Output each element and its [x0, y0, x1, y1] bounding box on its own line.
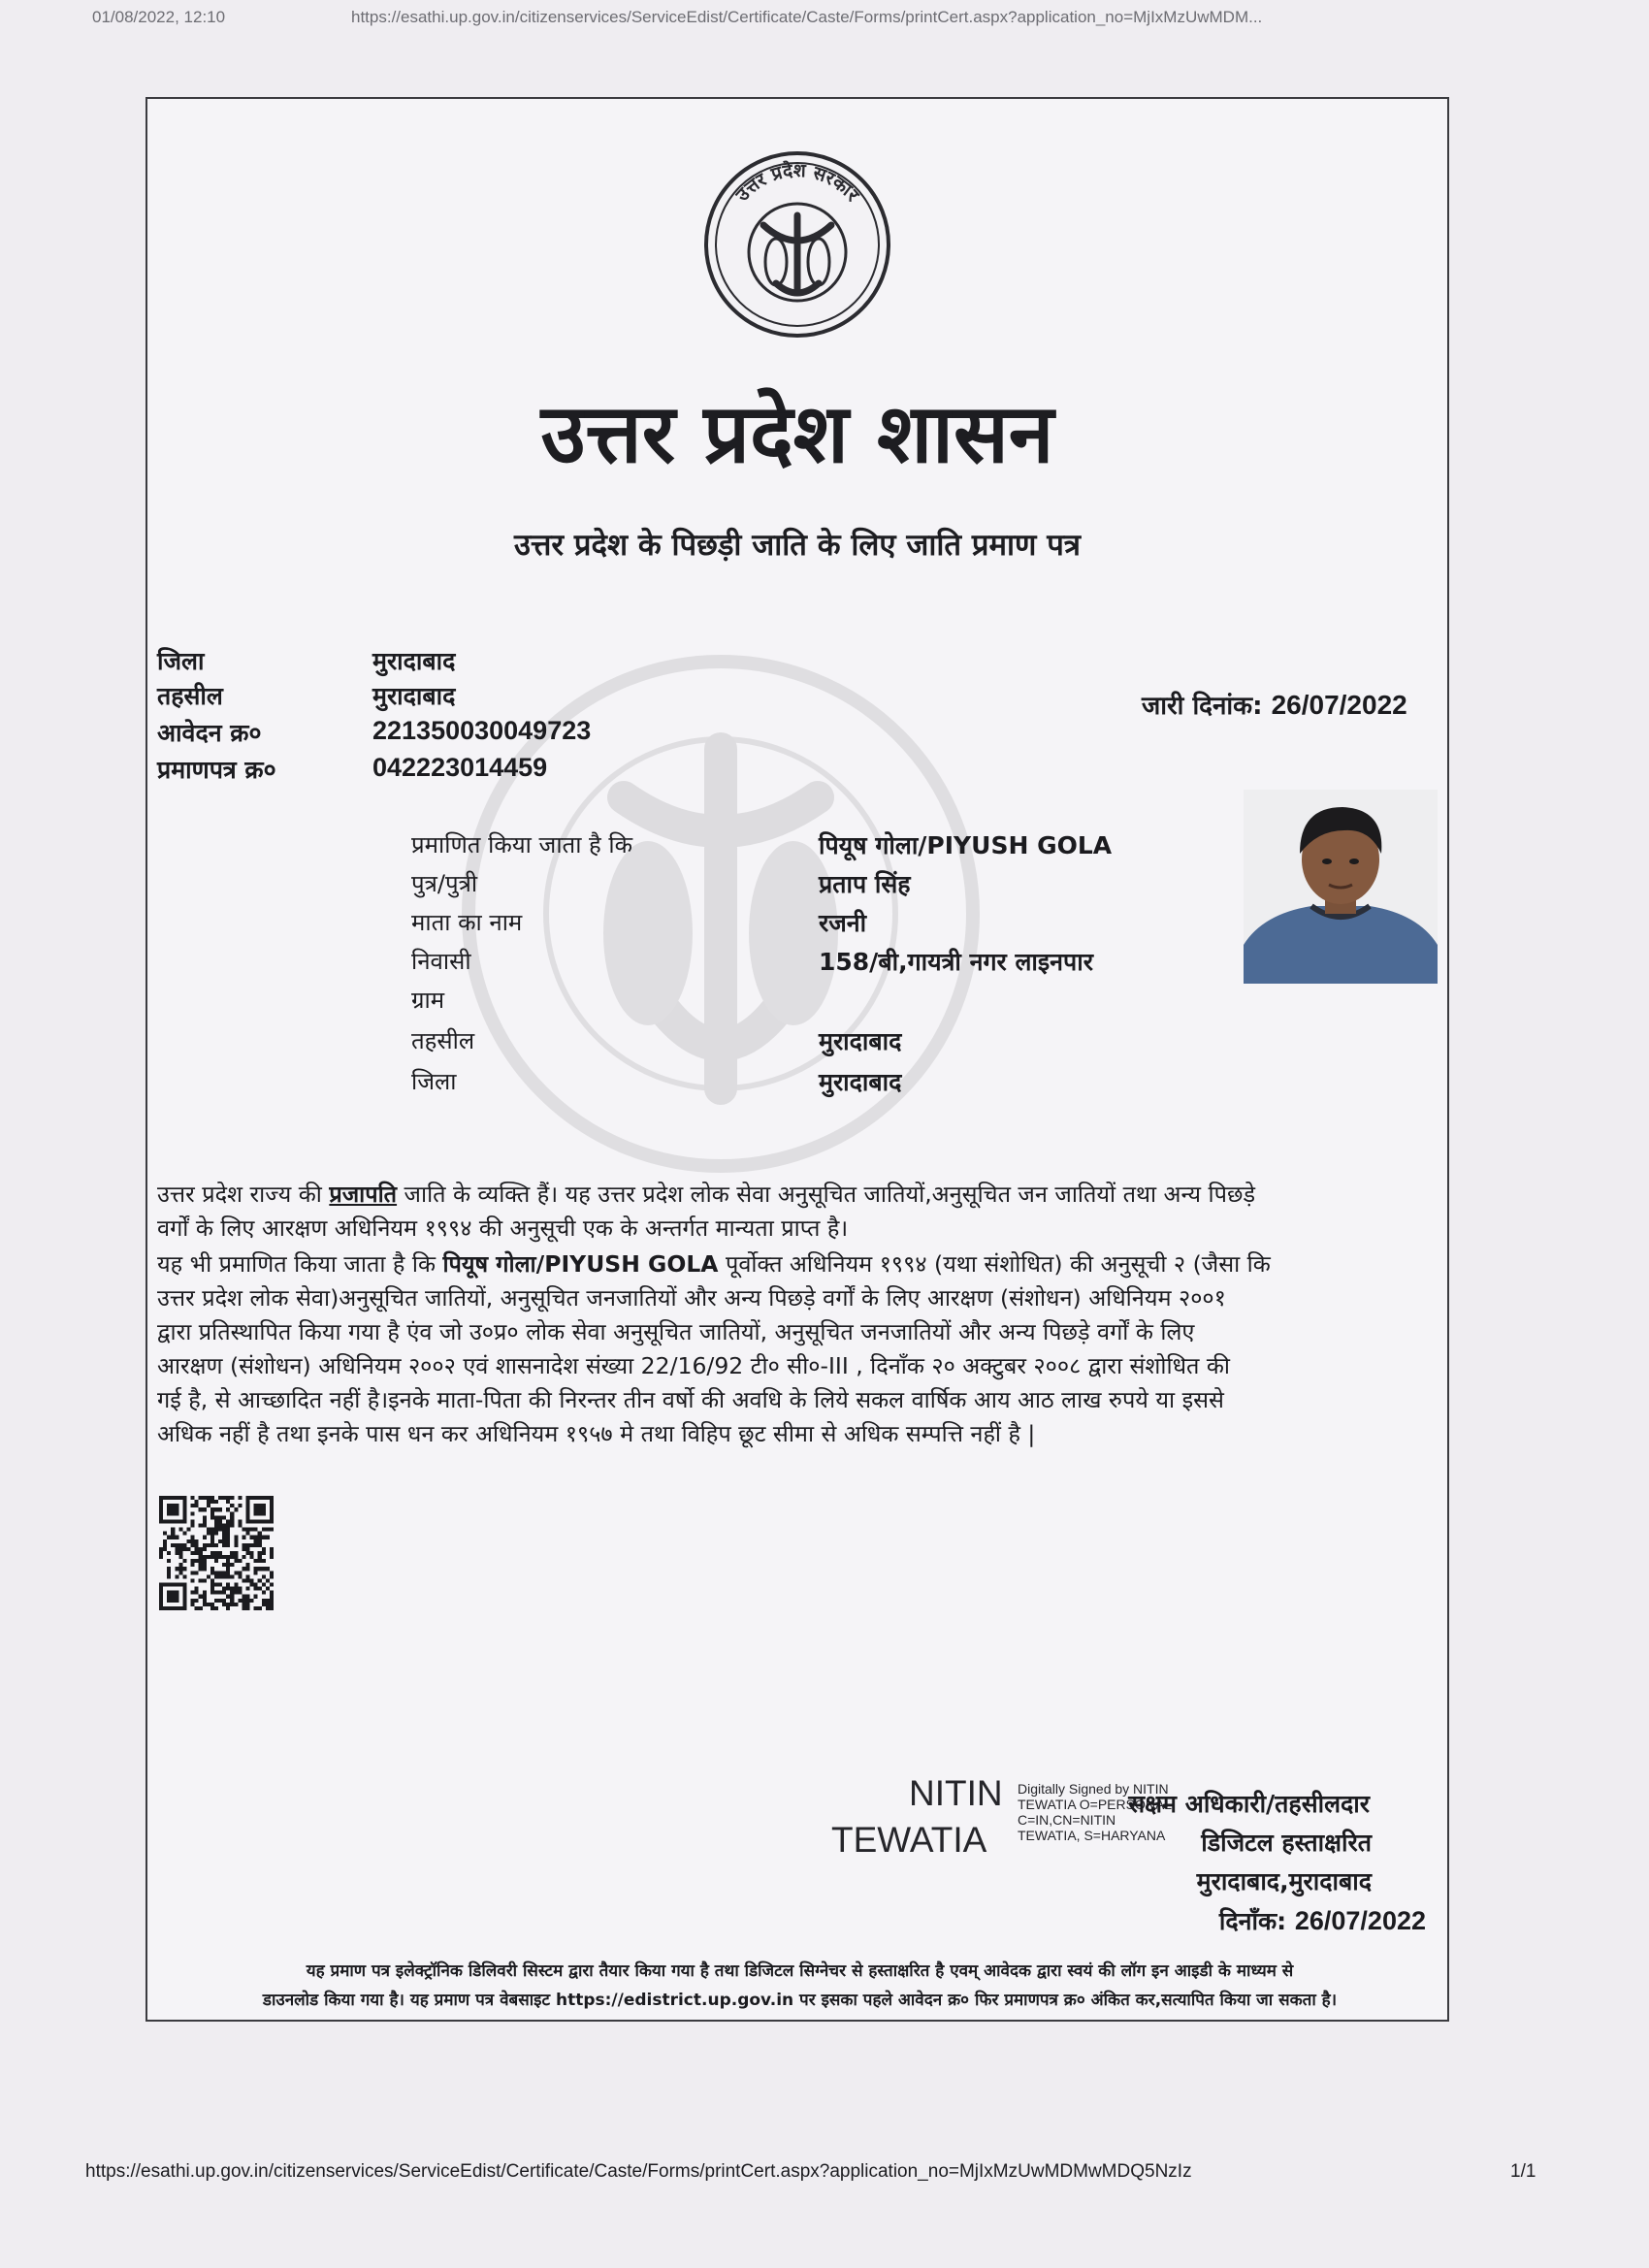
signature-line: TEWATIA, S=HARYANA: [1018, 1828, 1166, 1843]
print-footer: [0, 2161, 1649, 2190]
authority-date: [1077, 1901, 1426, 1941]
issue-date: [1142, 687, 1407, 722]
authority-location: मुरादाबाद,मुरादाबाद: [1196, 1867, 1372, 1895]
paragraph-line: वर्गों के लिए आरक्षण अधिनियम १९९४ की अनुसूची एक के अन्तर्गत मान्यता प्राप्त है।: [157, 1215, 849, 1242]
print-timestamp: 01/08/2022, 12:10: [92, 8, 226, 26]
paragraph-line: द्वारा प्रतिस्थापित किया गया है एंव जो उ०प्र० लोक सेवा अनुसूचित जातियों, अनुसूचित जनजातियों और अन्य पिछड़े वर्गों के लिए: [157, 1318, 1195, 1345]
paragraph-line: गई है, से आच्छादित नहीं है।इनके माता-पिता की निरन्तर तीन वर्षो की अवधि के लिये सकल वार्षिक आय आठ लाख रुपये या इससे: [157, 1386, 1224, 1413]
print-url-bottom[interactable]: https://esathi.up.gov.in/citizenservices/ServiceEdist/Certificate/Caste/Forms/printCert.aspx?application_no=MjIxMzUwMDMwMDQ5NzIz: [85, 2161, 1192, 2182]
issue-date-label: जारी दिनांक:: [1142, 692, 1263, 721]
detail-value: 158/बी,गायत्री नगर लाइनपार: [819, 948, 1093, 976]
meta-label: प्रमाणपत्र क्र०: [157, 756, 276, 784]
detail-value: मुरादाबाद: [819, 1068, 902, 1096]
detail-value: प्रताप सिंह: [819, 870, 911, 898]
signer-first-name: NITIN: [909, 1773, 1003, 1813]
authority-designation: सक्षम अधिकारी/तहसीलदार: [1128, 1790, 1370, 1818]
signature-line: Digitally Signed by NITIN: [1018, 1781, 1169, 1797]
qr-code: [159, 1496, 274, 1610]
meta-value: 042223014459: [372, 753, 548, 782]
meta-value: 221350030049723: [372, 716, 592, 745]
detail-value: मुरादाबाद: [819, 1027, 902, 1055]
detail-value: पियूष गोला/PIYUSH GOLA: [819, 831, 1113, 859]
paragraph-line: आरक्षण (संशोधन) अधिनियम २००२ एवं शासनादेश संख्या 22/16/92 टी० सी०-III , दिनाँक २० अक्टुबर २००८ द्वारा संशोधित की: [157, 1352, 1231, 1379]
text-run: जाति के व्यक्ति हैं। यह उत्तर प्रदेश लोक सेवा अनुसूचित जातियों,अनुसूचित जन जातियों तथा अन्य पिछड़े: [397, 1181, 1256, 1208]
issue-date-value: 26/07/2022: [1271, 690, 1407, 720]
creamy-layer-paragraph: [157, 1247, 1439, 1451]
note-line: यह प्रमाण पत्र इलेक्ट्रॉनिक डिलिवरी सिस्टम द्वारा तैयार किया गया है तथा डिजिटल सिग्नेचर से हस्ताक्षरित है एवम् आवेदक द्वारा स्वयं की लॉग इन आइडी के माध्यम से: [306, 1961, 1294, 1981]
text-run: यह भी प्रमाणित किया जाता है कि: [157, 1250, 443, 1278]
caste-name: प्रजापति: [329, 1181, 398, 1208]
signature-line: C=IN,CN=NITIN: [1018, 1812, 1116, 1828]
applicant-photo: [1244, 790, 1438, 984]
meta-value: मुरादाबाद: [372, 682, 456, 710]
paragraph-line: अधिक नहीं है तथा इनके पास धन कर अधिनियम १९५७ मे तथा विहिप छूट सीमा से अधिक सम्पत्ति नहीं है |: [157, 1420, 1036, 1447]
text-run: पूर्वोक्त अधिनियम १९९४ (यथा संशोधित) की अनुसूची २ (जैसा कि: [718, 1250, 1271, 1278]
up-government-emblem-icon: [700, 147, 894, 341]
certificate-subtitle: उत्तर प्रदेश के पिछड़ी जाति के लिए जाति प्रमाण पत्र: [514, 528, 1081, 563]
meta-label: तहसील: [157, 682, 223, 710]
verification-note: [167, 1957, 1433, 2015]
text-run: उत्तर प्रदेश राज्य की: [157, 1181, 330, 1208]
issuing-authority: [1077, 1785, 1426, 1941]
detail-value: रजनी: [819, 909, 867, 937]
detail-label: माता का नाम: [411, 909, 523, 936]
page-title: उत्तर प्रदेश शासन: [540, 385, 1054, 481]
authority-date-label: दिनाँक:: [1218, 1907, 1295, 1935]
page-counter: 1/1: [1510, 2161, 1536, 2182]
signer-last-name: TEWATIA: [831, 1820, 987, 1860]
print-url-top[interactable]: https://esathi.up.gov.in/citizenservices/ServiceEdist/Certificate/Caste/Forms/printCert.aspx?application_no=MjIxMzUwMDM...: [351, 8, 1263, 26]
detail-label: निवासी: [411, 948, 471, 975]
note-line: डाउनलोड किया गया है। यह प्रमाण पत्र वेबसाइट https://edistrict.up.gov.in पर इसका पहले आवेदन क्र० फिर प्रमाणपत्र क्र० अंकित कर,सत्यापित किया जा सकता है।: [262, 1991, 1338, 2010]
detail-label: प्रमाणित किया जाता है कि: [411, 831, 633, 859]
digital-signature: [686, 1764, 1176, 1880]
detail-label: जिला: [411, 1068, 457, 1095]
authority-digitally-signed: डिजिटल हस्ताक्षरित: [1201, 1829, 1372, 1857]
caste-certificate: [146, 97, 1449, 2022]
applicant-name: पियूष गोला/PIYUSH GOLA: [442, 1250, 719, 1278]
paragraph-line: [157, 1178, 1439, 1212]
meta-value: मुरादाबाद: [372, 647, 456, 675]
detail-label: तहसील: [411, 1027, 475, 1054]
caste-statement-paragraph: [157, 1178, 1439, 1246]
paragraph-line: [157, 1247, 1439, 1281]
meta-label: आवेदन क्र०: [157, 719, 262, 747]
signature-line: TEWATIA O=PERSONAL,: [1018, 1797, 1176, 1812]
detail-label: पुत्र/पुत्री: [411, 870, 478, 897]
authority-date-value: 26/07/2022: [1294, 1906, 1426, 1935]
meta-label: जिला: [157, 647, 205, 675]
svg-text:उत्तर प्रदेश सरकार: उत्तर प्रदेश सरकार: [731, 159, 863, 206]
print-header: [0, 8, 1649, 37]
paragraph-line: उत्तर प्रदेश लोक सेवा)अनुसूचित जातियों, अनुसूचित जनजातियों और अन्य पिछड़े वर्गों के लिए आरक्षण (संशोधन) अधिनियम २००१: [157, 1284, 1226, 1312]
detail-label: ग्राम: [411, 987, 445, 1014]
